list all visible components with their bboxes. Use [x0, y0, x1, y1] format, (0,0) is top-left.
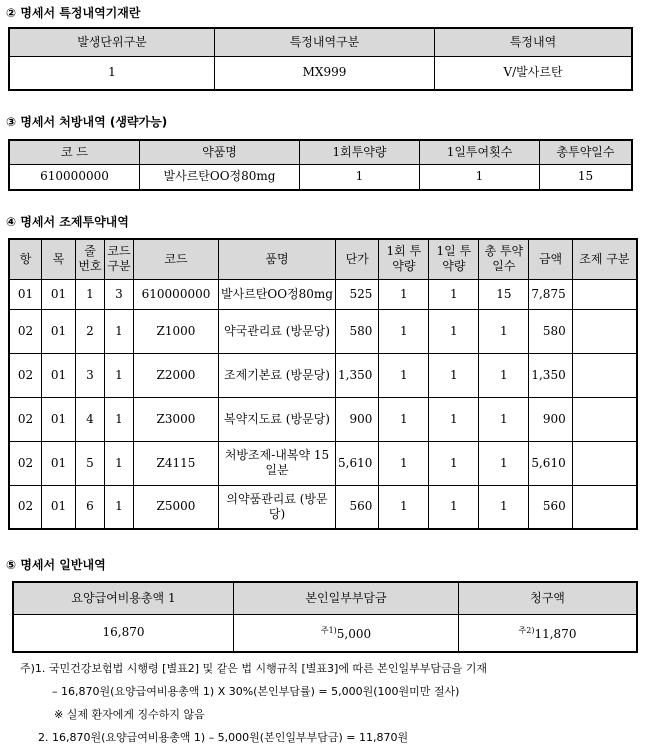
header-cell: 목 [42, 239, 76, 279]
table-cell: 1 [105, 353, 134, 397]
table-cell [572, 279, 637, 309]
table-cell: 1 [429, 441, 479, 485]
table-cell: 02 [9, 397, 42, 441]
header-cell: 줄 번호 [76, 239, 105, 279]
table-row [9, 279, 637, 309]
header-cell: 단가 [336, 239, 379, 279]
header-cell: 코 드 [9, 140, 140, 164]
table-cell: 1 [479, 485, 529, 529]
table-cell: 1 [479, 441, 529, 485]
header-cell: 1회 투약량 [379, 239, 429, 279]
table-row [9, 485, 637, 529]
table-cell: 01 [9, 279, 42, 309]
table-cell: 610000000 [134, 279, 219, 309]
table-cell: 02 [9, 309, 42, 353]
table-cell: 1,350 [336, 353, 379, 397]
prescription-table [8, 139, 633, 191]
header-cell: 조제 구분 [572, 239, 637, 279]
table-cell: Z1000 [134, 309, 219, 353]
table-cell: 610000000 [9, 164, 140, 190]
table-cell [572, 441, 637, 485]
header-cell: 코드 구분 [105, 239, 134, 279]
table-cell: 580 [336, 309, 379, 353]
header-cell: 항 [9, 239, 42, 279]
header-cell: 1회투약량 [300, 140, 420, 164]
section4-heading: ④ 명세서 조제투약내역 [6, 215, 129, 229]
table-cell [572, 485, 637, 529]
table-cell: 1 [9, 56, 215, 90]
table-row [13, 614, 637, 652]
table-cell: 1 [429, 309, 479, 353]
table-cell [572, 353, 637, 397]
table-cell: 복약지도료 (방문당) [219, 397, 336, 441]
table-cell: Z2000 [134, 353, 219, 397]
table-cell: Z3000 [134, 397, 219, 441]
footnote-1-note: ※ 실제 환자에게 징수하지 않음 [54, 708, 205, 721]
footnote-1-calc: – 16,870원(요양급여비용총액 1) X 30%(본인부담률) = 5,000원(100원미만 절사) [52, 685, 460, 698]
table-row [9, 309, 637, 353]
header-cell: 코드 [134, 239, 219, 279]
general-table [12, 581, 638, 653]
table-cell: 7,875 [529, 279, 572, 309]
dispensing-table [8, 238, 638, 530]
table-cell: 2 [76, 309, 105, 353]
table-cell: 약국관리료 (방문당) [219, 309, 336, 353]
header-cell: 총투약일수 [540, 140, 633, 164]
table-cell: V/발사르탄 [435, 56, 633, 90]
table-cell: 02 [9, 441, 42, 485]
table-cell: 1 [429, 279, 479, 309]
table-cell: Z4115 [134, 441, 219, 485]
table-cell: 1 [379, 353, 429, 397]
table-cell: 의약품관리료 (방문당) [219, 485, 336, 529]
table-cell: 6 [76, 485, 105, 529]
special-items-table [8, 27, 633, 91]
table-cell: 01 [42, 441, 76, 485]
header-cell: 특정내역 [435, 28, 633, 56]
table-cell: 조제기본료 (방문당) [219, 353, 336, 397]
copay-value: 5,000 [336, 627, 372, 642]
table-cell: 3 [105, 279, 134, 309]
table-cell: 02 [9, 353, 42, 397]
table-cell: 1 [429, 485, 479, 529]
header-cell: 품명 [219, 239, 336, 279]
table-cell: 1 [379, 485, 429, 529]
table-cell: 02 [9, 485, 42, 529]
footnote-1: 주)1. 국민건강보험법 시행령 [별표2] 및 같은 법 시행규칙 [별표3]에 따른 본인일부부담금을 기재 [20, 662, 487, 675]
table-cell: 1 [479, 309, 529, 353]
table-cell: 발사르탄OO정80mg [219, 279, 336, 309]
table-row [9, 397, 637, 441]
table-cell: 발사르탄OO정80mg [140, 164, 300, 190]
section3-heading: ③ 명세서 처방내역 (생략가능) [6, 115, 168, 129]
table-cell [572, 397, 637, 441]
table-cell: 1,350 [529, 353, 572, 397]
table-cell: 5 [76, 441, 105, 485]
table-cell: 1 [105, 397, 134, 441]
copay-amount [234, 614, 459, 652]
total-amount: 16,870 [13, 614, 234, 652]
table-cell: 560 [336, 485, 379, 529]
header-cell: 1일투여횟수 [420, 140, 540, 164]
table-row [9, 164, 632, 190]
table-cell: 15 [540, 164, 633, 190]
header-cell: 본인일부부담금 [234, 582, 459, 614]
table-cell: 15 [479, 279, 529, 309]
table-cell: 3 [76, 353, 105, 397]
table-cell: 580 [529, 309, 572, 353]
table-row [9, 353, 637, 397]
table-cell: 1 [379, 397, 429, 441]
header-cell: 총 투약일수 [479, 239, 529, 279]
table-cell: 5,610 [529, 441, 572, 485]
claim-value: 11,870 [534, 627, 577, 642]
table-cell: 1 [420, 164, 540, 190]
table-cell: 1 [105, 309, 134, 353]
table-cell: 01 [42, 279, 76, 309]
table-cell: 1 [479, 353, 529, 397]
table-cell: 01 [42, 309, 76, 353]
table-cell: 1 [105, 485, 134, 529]
table-cell: 1 [105, 441, 134, 485]
table-cell: Z5000 [134, 485, 219, 529]
table-cell: 1 [379, 309, 429, 353]
table-cell: 01 [42, 397, 76, 441]
table-row [9, 441, 637, 485]
header-cell: 발생단위구분 [9, 28, 215, 56]
table-cell: 900 [336, 397, 379, 441]
section5-heading: ⑤ 명세서 일반내역 [6, 558, 106, 572]
table-cell: 1 [429, 353, 479, 397]
table-cell: 560 [529, 485, 572, 529]
table-cell [572, 309, 637, 353]
table-cell: 1 [429, 397, 479, 441]
table-cell: 1 [76, 279, 105, 309]
table-cell: 5,610 [336, 441, 379, 485]
table-cell: 처방조제-내복약 15일분 [219, 441, 336, 485]
table-cell: 1 [300, 164, 420, 190]
table-cell: 1 [379, 441, 429, 485]
header-cell: 약품명 [140, 140, 300, 164]
header-cell: 특정내역구분 [215, 28, 435, 56]
section2-heading: ② 명세서 특정내역기재란 [6, 6, 141, 20]
table-cell: 4 [76, 397, 105, 441]
table-cell: 01 [42, 353, 76, 397]
table-cell: 525 [336, 279, 379, 309]
footnote-marker: 주1) [320, 626, 337, 636]
header-cell: 금액 [529, 239, 572, 279]
table-cell: 1 [379, 279, 429, 309]
table-cell: MX999 [215, 56, 435, 90]
footnote-2: 2. 16,870원(요양급여비용총액 1) – 5,000원(본인일부부담금) = 11,870원 [38, 731, 409, 744]
table-row [9, 56, 632, 90]
table-cell: 01 [42, 485, 76, 529]
header-cell: 1일 투약량 [429, 239, 479, 279]
header-cell: 요양급여비용총액 1 [13, 582, 234, 614]
claim-amount [459, 614, 638, 652]
footnote-marker: 주2) [518, 626, 535, 636]
table-cell: 1 [479, 397, 529, 441]
table-cell: 900 [529, 397, 572, 441]
header-cell: 청구액 [459, 582, 638, 614]
